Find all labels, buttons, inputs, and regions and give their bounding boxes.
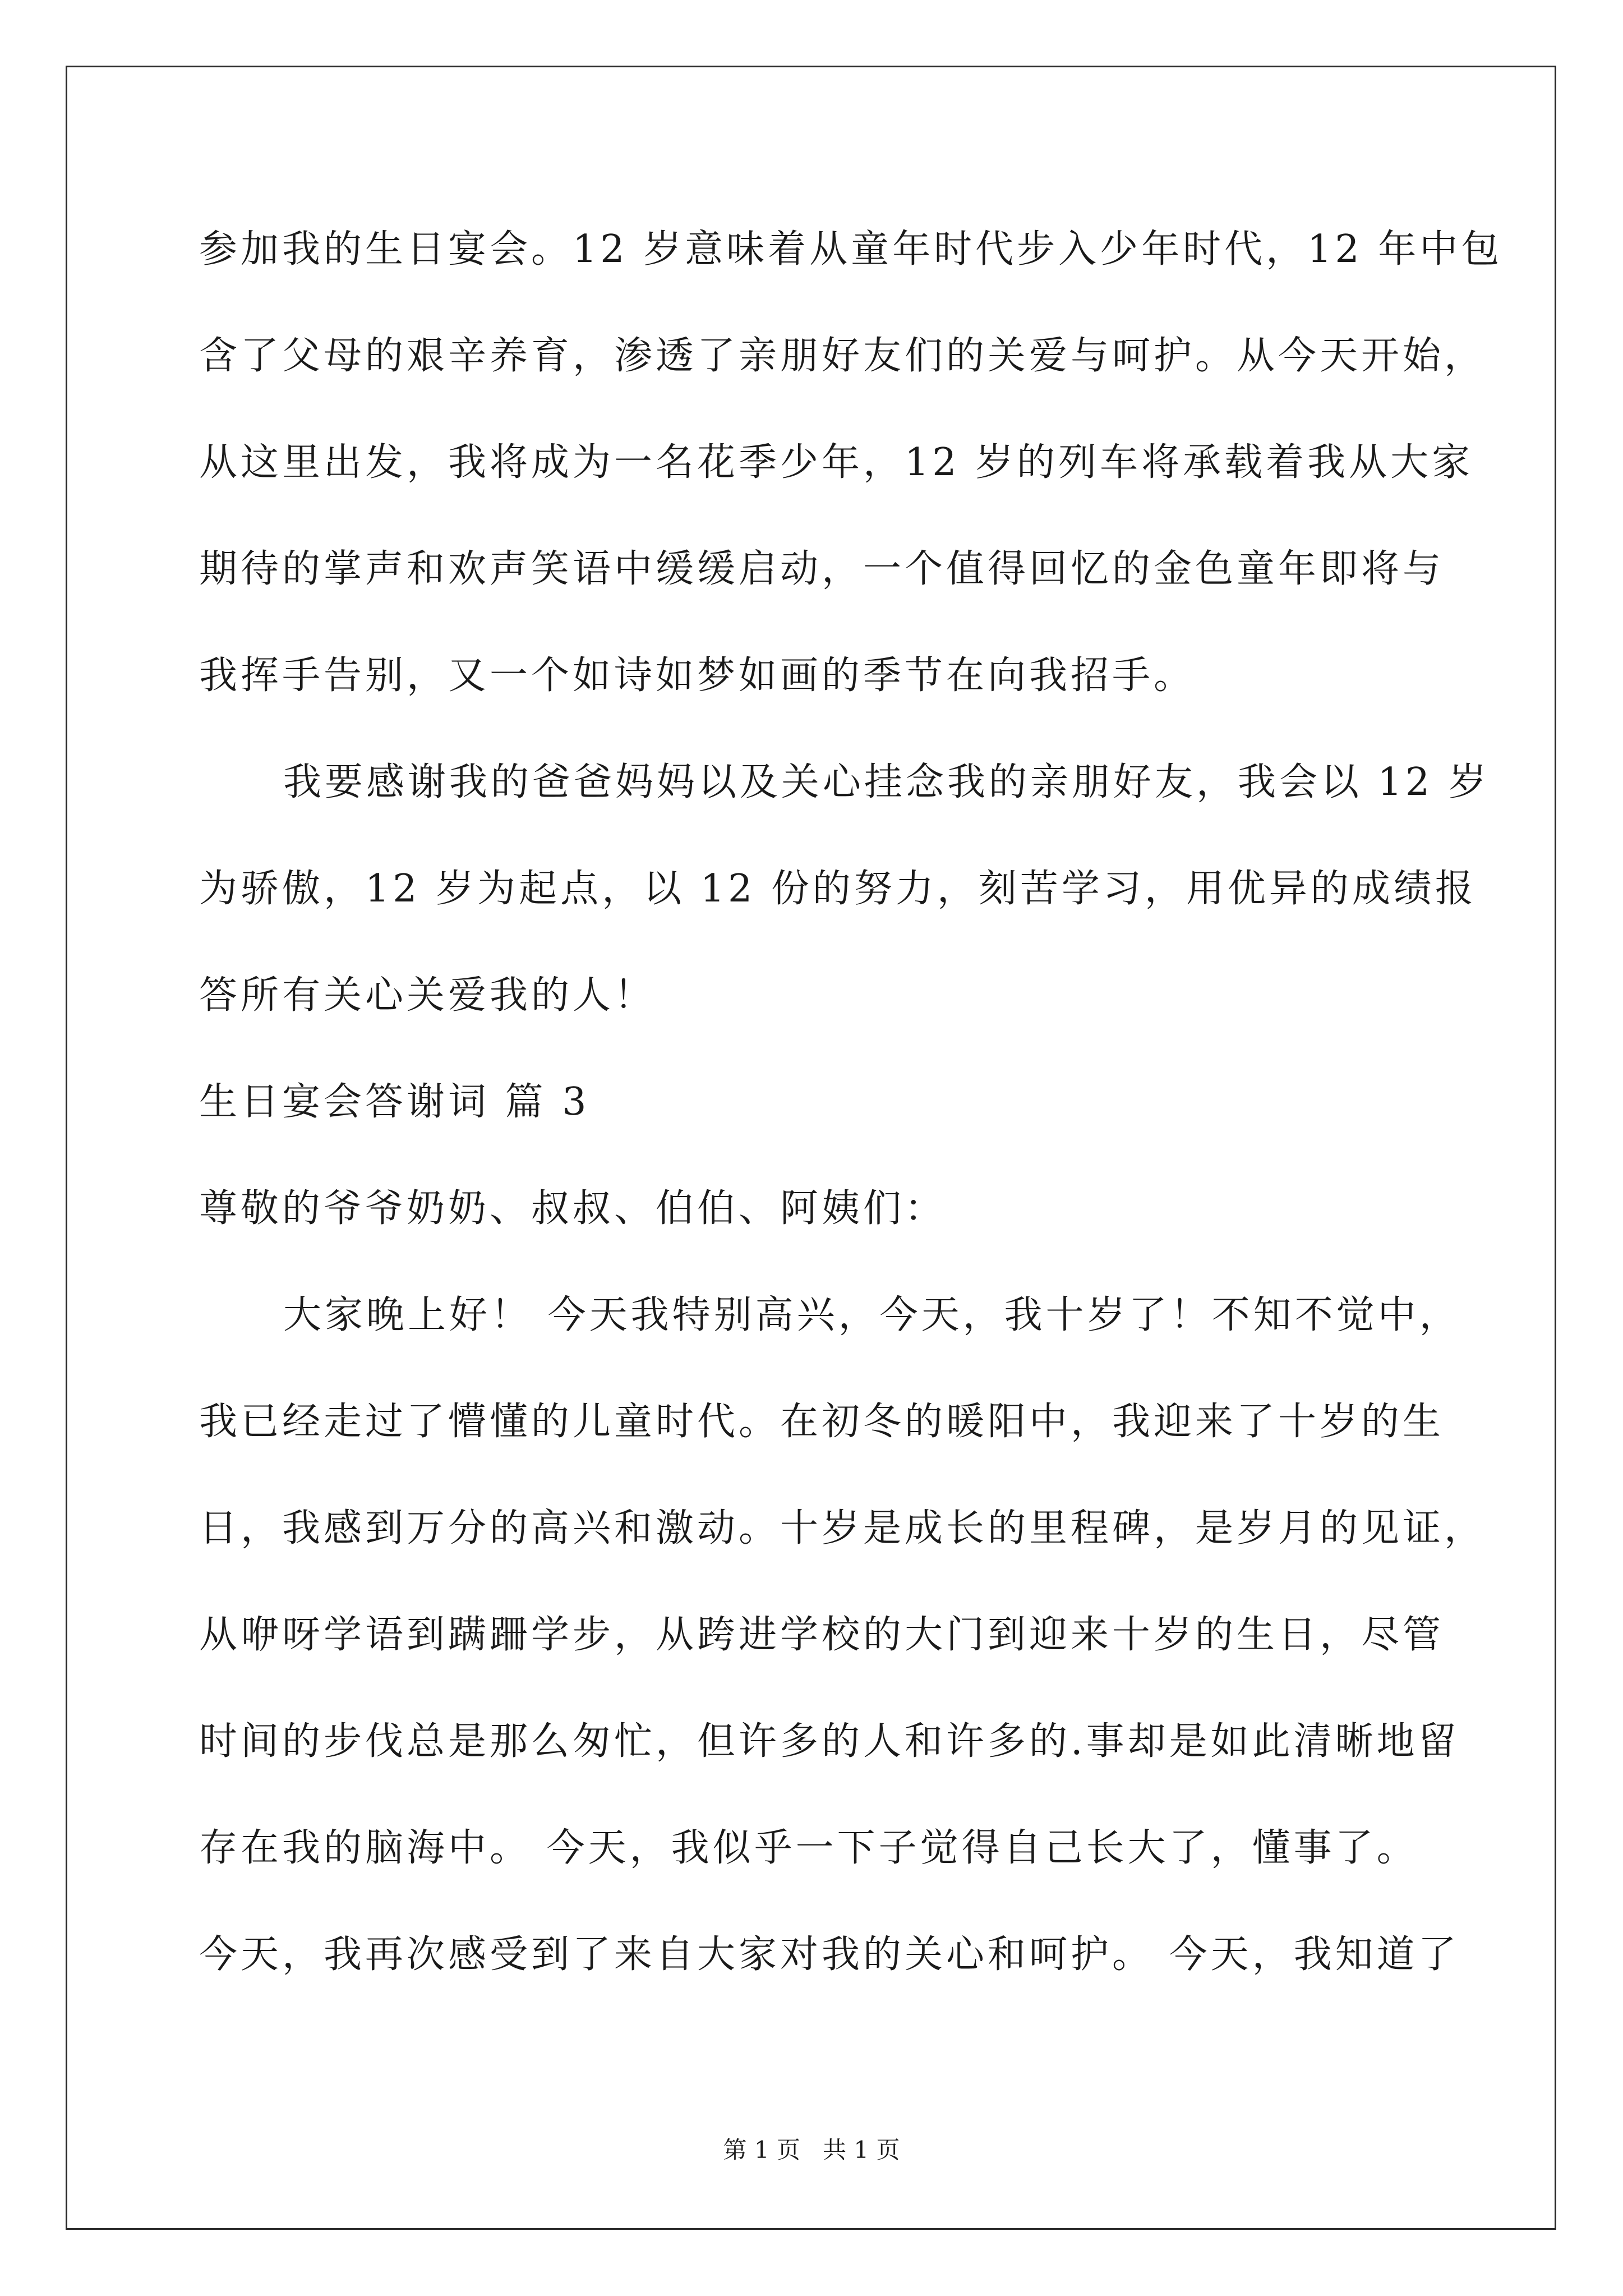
body-line-13: 日，我感到万分的高兴和激动。十岁是成长的里程碑，是岁月的见证，: [199, 1506, 1486, 1550]
body-line-7: 为骄傲，12 岁为起点，以 12 份的努力，刻苦学习，用优异的成绩报: [199, 867, 1477, 911]
body-line-1: 参加我的生日宴会。12 岁意味着从童年时代步入少年时代，12 年中包: [199, 227, 1503, 272]
section-heading: 生日宴会答谢词 篇 3: [199, 1080, 590, 1124]
salutation: 尊敬的爷爷奶奶、叔叔、伯伯、阿姨们：: [199, 1186, 947, 1231]
page-footer: 第 1 页 共 1 页: [723, 2136, 900, 2164]
body-line-5: 我挥手告别，又一个如诗如梦如画的季节在向我招手。: [199, 654, 1196, 698]
page-border: [66, 66, 1556, 2230]
body-line-15: 时间的步伐总是那么匆忙，但许多的人和许多的.事却是如此清晰地留: [199, 1719, 1460, 1764]
body-line-4: 期待的掌声和欢声笑语中缓缓启动，一个值得回忆的金色童年即将与: [199, 547, 1445, 591]
body-line-16: 存在我的脑海中。 今天，我似乎一下子觉得自己长大了，懂事了。: [199, 1826, 1418, 1870]
body-line-3: 从这里出发，我将成为一名花季少年，12 岁的列车将承载着我从大家: [199, 440, 1474, 485]
body-line-2: 含了父母的艰辛养育，渗透了亲朋好友们的关爱与呵护。从今天开始，: [199, 334, 1486, 378]
body-line-17: 今天，我再次感受到了来自大家对我的关心和呵护。 今天，我知道了: [199, 1932, 1460, 1977]
body-line-8: 答所有关心关爱我的人！: [199, 973, 656, 1018]
body-line-12: 我已经走过了懵懂的儿童时代。在初冬的暖阳中，我迎来了十岁的生: [199, 1400, 1445, 1444]
body-line-6: 我要感谢我的爸爸妈妈以及关心挂念我的亲朋好友，我会以 12 岁: [283, 760, 1490, 804]
body-line-14: 从咿呀学语到蹒跚学步，从跨进学校的大门到迎来十岁的生日，尽管: [199, 1613, 1445, 1657]
body-line-11: 大家晚上好！ 今天我特别高兴，今天，我十岁了！不知不觉中，: [283, 1293, 1461, 1337]
